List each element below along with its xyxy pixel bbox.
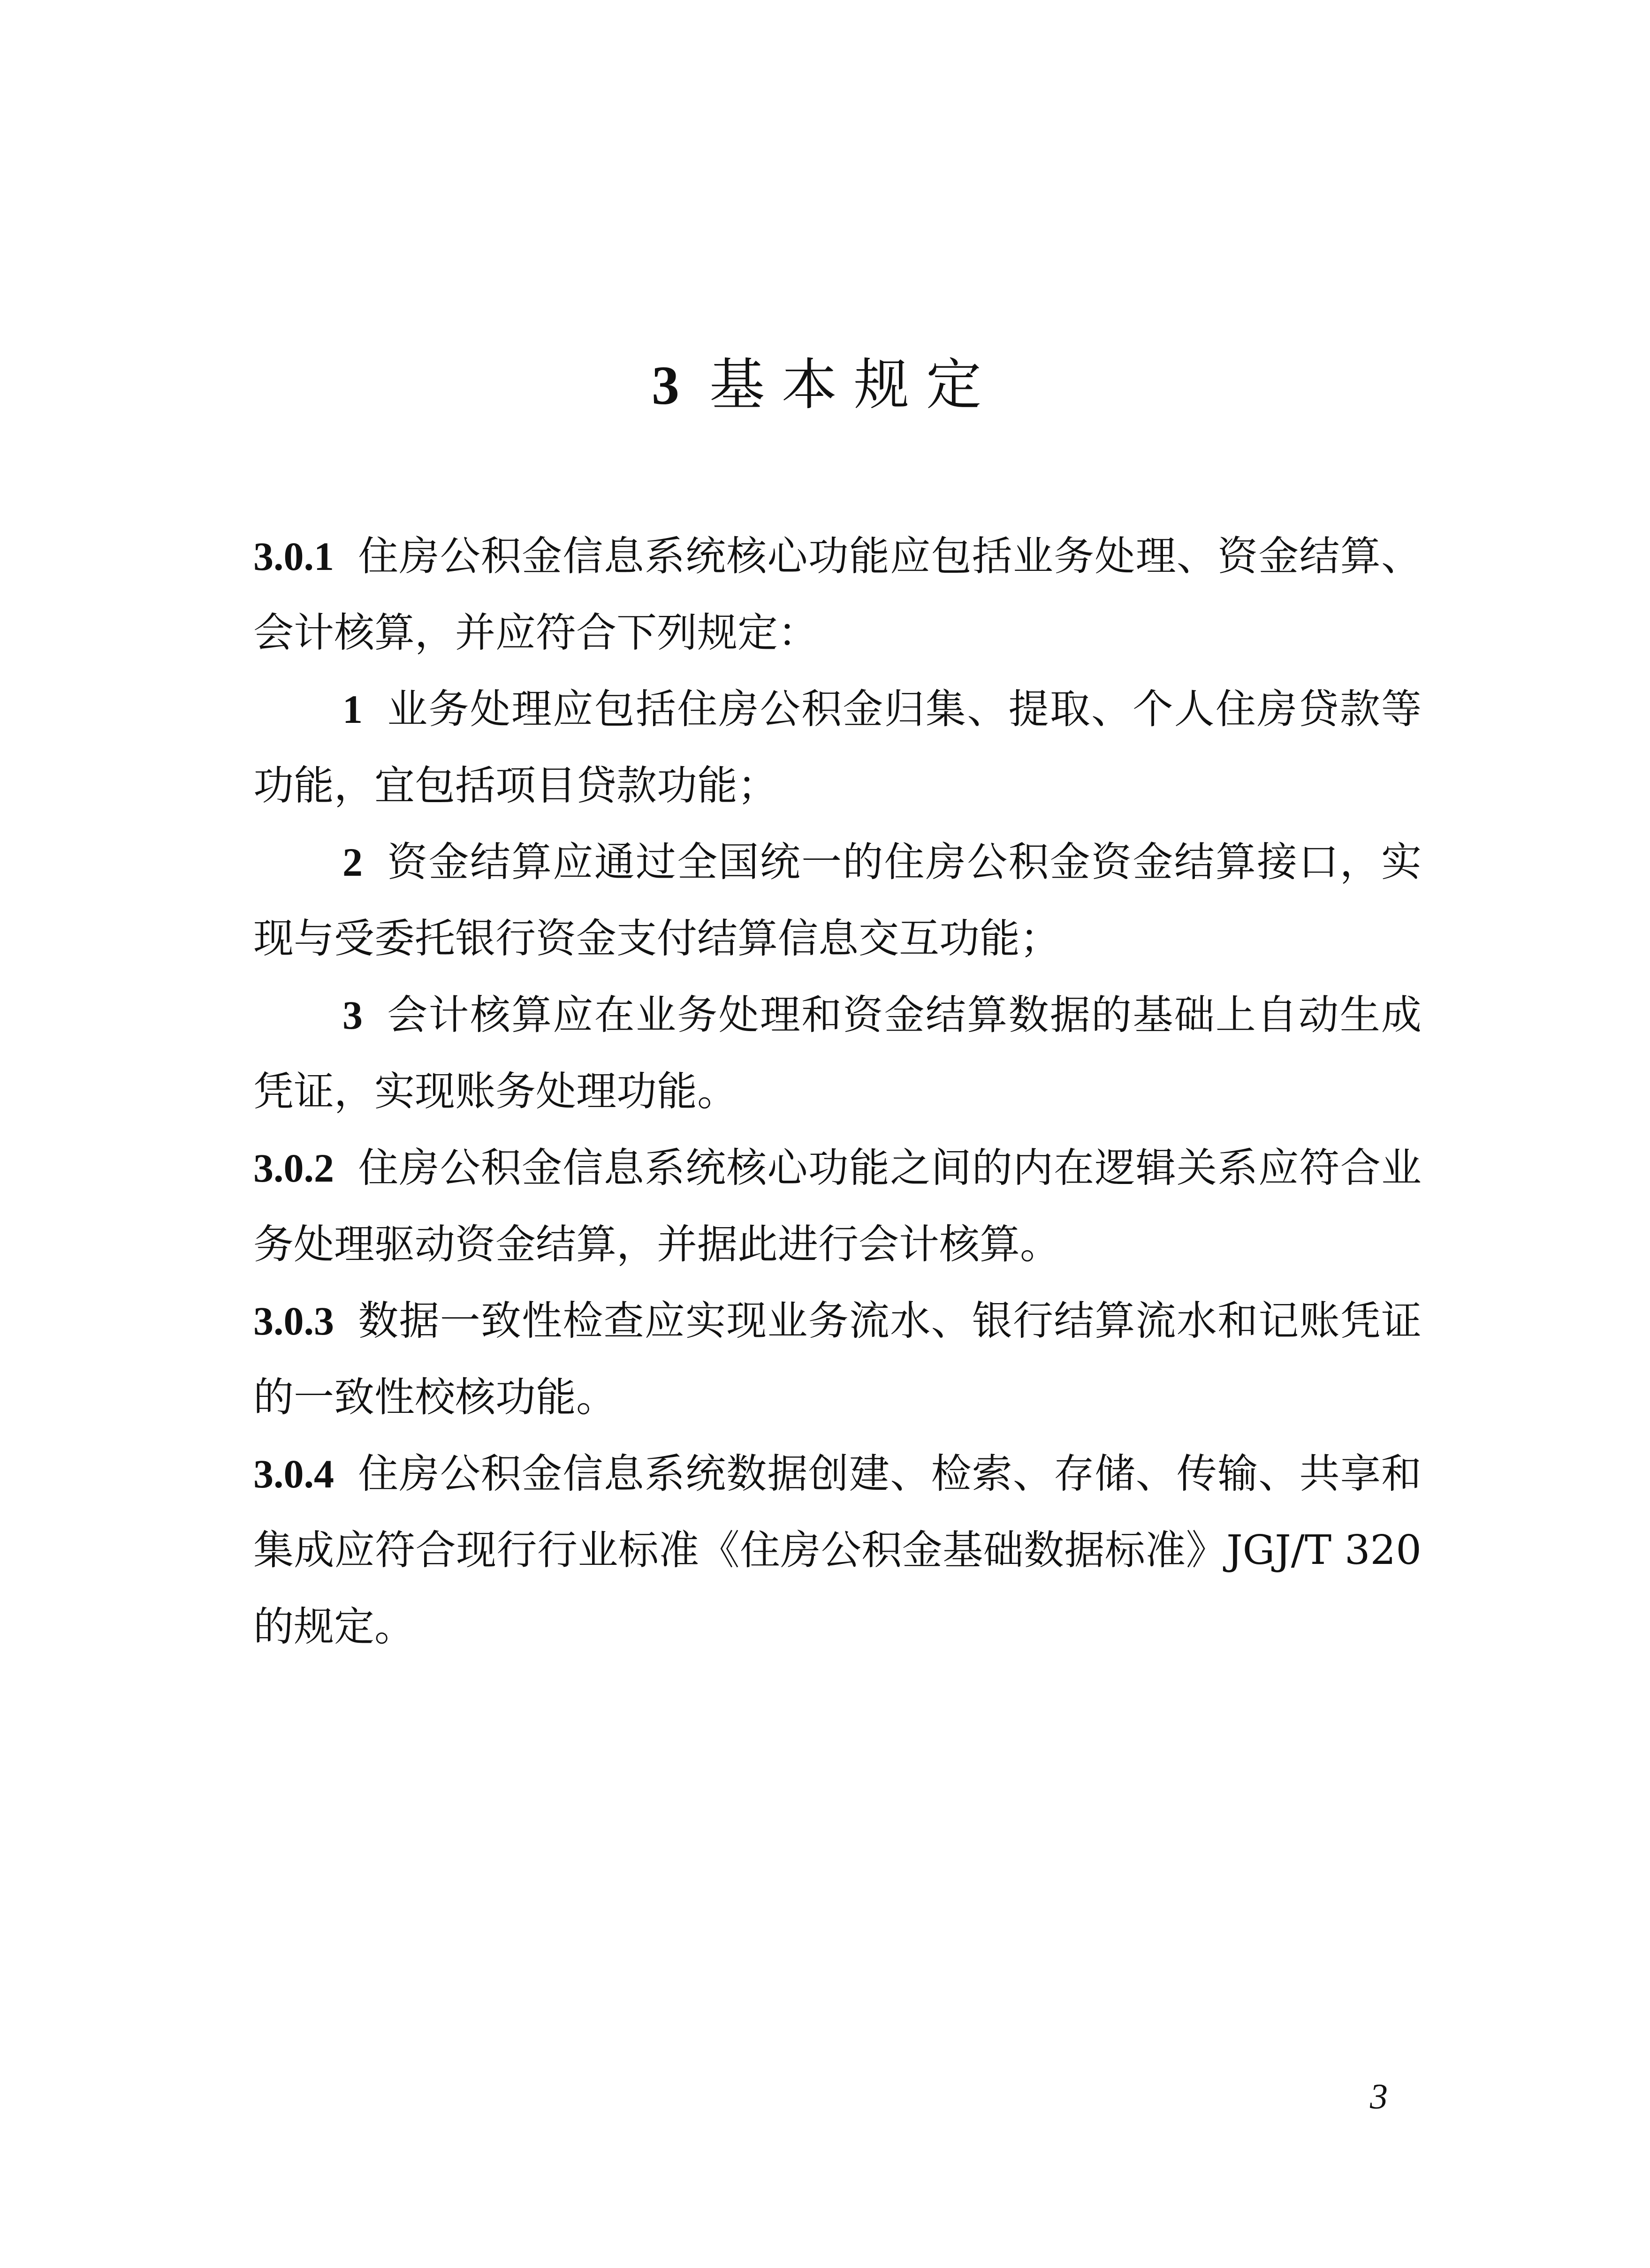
clause-3-0-1: [253, 518, 1422, 671]
clause-text: 数据一致性检查应实现业务流水、银行结算流水和记账凭证的一致性校核功能。: [253, 1297, 1422, 1421]
item-number: 3: [342, 993, 363, 1038]
item-number: 1: [342, 687, 363, 732]
item-text: 业务处理应包括住房公积金归集、提取、个人住房贷款等功能，宜包括项目贷款功能；: [253, 686, 1422, 809]
clause-3-0-1-item-1: [253, 671, 1422, 824]
chapter-number: 3: [651, 355, 679, 416]
clause-text: 住房公积金信息系统核心功能之间的内在逻辑关系应符合业务处理驱动资金结算，并据此进行会计核算。: [253, 1145, 1422, 1268]
clause-3-0-3: [253, 1283, 1422, 1436]
clause-3-0-1-item-2: [253, 824, 1422, 977]
clause-3-0-2: [253, 1130, 1422, 1283]
clause-number: 3.0.4: [253, 1451, 334, 1496]
clause-number: 3.0.3: [253, 1298, 334, 1343]
clause-number: 3.0.1: [253, 534, 334, 579]
item-number: 2: [342, 840, 363, 885]
clause-text: 住房公积金信息系统核心功能应包括业务处理、资金结算、会计核算，并应符合下列规定：: [253, 533, 1422, 656]
clause-3-0-1-item-3: [253, 977, 1422, 1130]
chapter-body: [253, 518, 1422, 1665]
page-number: 3: [1370, 2077, 1388, 2116]
clause-text: 住房公积金信息系统数据创建、检索、存储、传输、共享和集成应符合现行行业标准《住房公积金基础数据标准》JGJ/T 320的规定。: [253, 1450, 1422, 1650]
clause-number: 3.0.2: [253, 1145, 334, 1191]
clause-3-0-4: [253, 1436, 1422, 1665]
item-text: 资金结算应通过全国统一的住房公积金资金结算接口，实现与受委托银行资金支付结算信息交互功能；: [253, 839, 1422, 962]
chapter-title: [0, 349, 1650, 421]
item-text: 会计核算应在业务处理和资金结算数据的基础上自动生成凭证，实现账务处理功能。: [253, 992, 1422, 1115]
chapter-title-text: 基本规定: [709, 352, 998, 417]
